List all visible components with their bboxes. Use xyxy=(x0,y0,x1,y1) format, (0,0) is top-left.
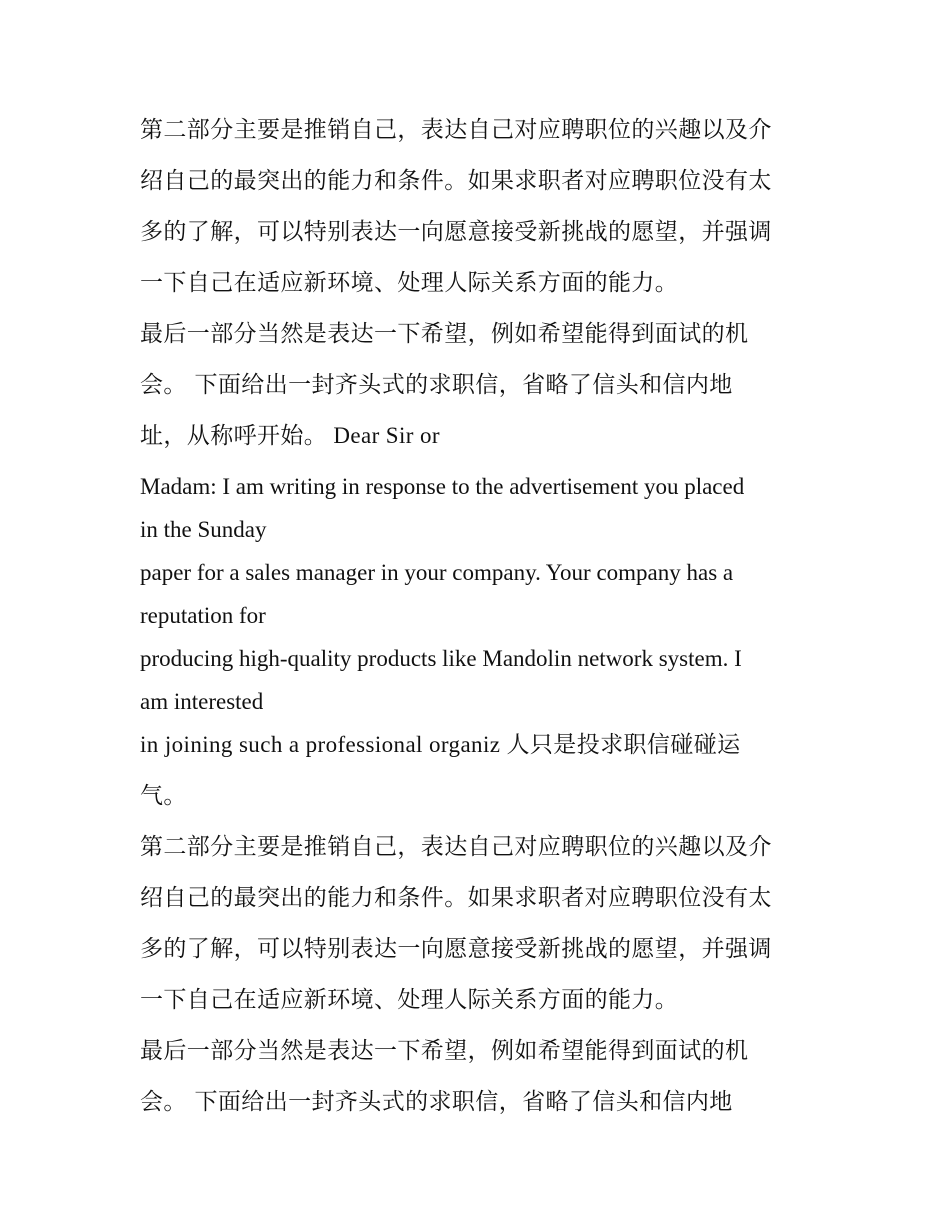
text-line: 多的了解，可以特别表达一向愿意接受新挑战的愿望，并强调 xyxy=(140,219,772,245)
text-line: paper for a sales manager in your company. Your company has a xyxy=(140,560,734,585)
text-line: 一下自己在适应新环境、处理人际关系方面的能力。 xyxy=(140,270,679,296)
text-line: 最后一部分当然是表达一下希望，例如希望能得到面试的机 xyxy=(140,1038,749,1064)
text-line: in the Sunday xyxy=(140,517,267,542)
document-body xyxy=(140,108,820,1131)
text-line: 第二部分主要是推销自己，表达自己对应聘职位的兴趣以及介 xyxy=(140,834,772,860)
text-line: Madam: I am writing in response to the advertisement you placed xyxy=(140,474,745,499)
text-line: 会。 下面给出一封齐头式的求职信，省略了信头和信内地 xyxy=(140,372,733,398)
text-line: reputation for xyxy=(140,603,266,628)
text-line: 会。 下面给出一封齐头式的求职信，省略了信头和信内地 xyxy=(140,1089,733,1115)
text-line: 多的了解，可以特别表达一向愿意接受新挑战的愿望，并强调 xyxy=(140,936,772,962)
text-line: 第二部分主要是推销自己，表达自己对应聘职位的兴趣以及介 xyxy=(140,117,772,143)
text-line: 址，从称呼开始。 Dear Sir or xyxy=(140,423,440,448)
text-line: am interested xyxy=(140,689,264,714)
text-line: in joining such a professional organiz 人只是投求职信碰碰运 xyxy=(140,732,741,757)
text-line: 绍自己的最突出的能力和条件。如果求职者对应聘职位没有太 xyxy=(140,168,772,194)
text-line: 最后一部分当然是表达一下希望，例如希望能得到面试的机 xyxy=(140,321,749,347)
text-line: 绍自己的最突出的能力和条件。如果求职者对应聘职位没有太 xyxy=(140,885,772,911)
text-line: 一下自己在适应新环境、处理人际关系方面的能力。 xyxy=(140,987,679,1013)
text-line: 气。 xyxy=(140,783,187,809)
text-line: producing high-quality products like Mandolin network system. I xyxy=(140,646,742,671)
